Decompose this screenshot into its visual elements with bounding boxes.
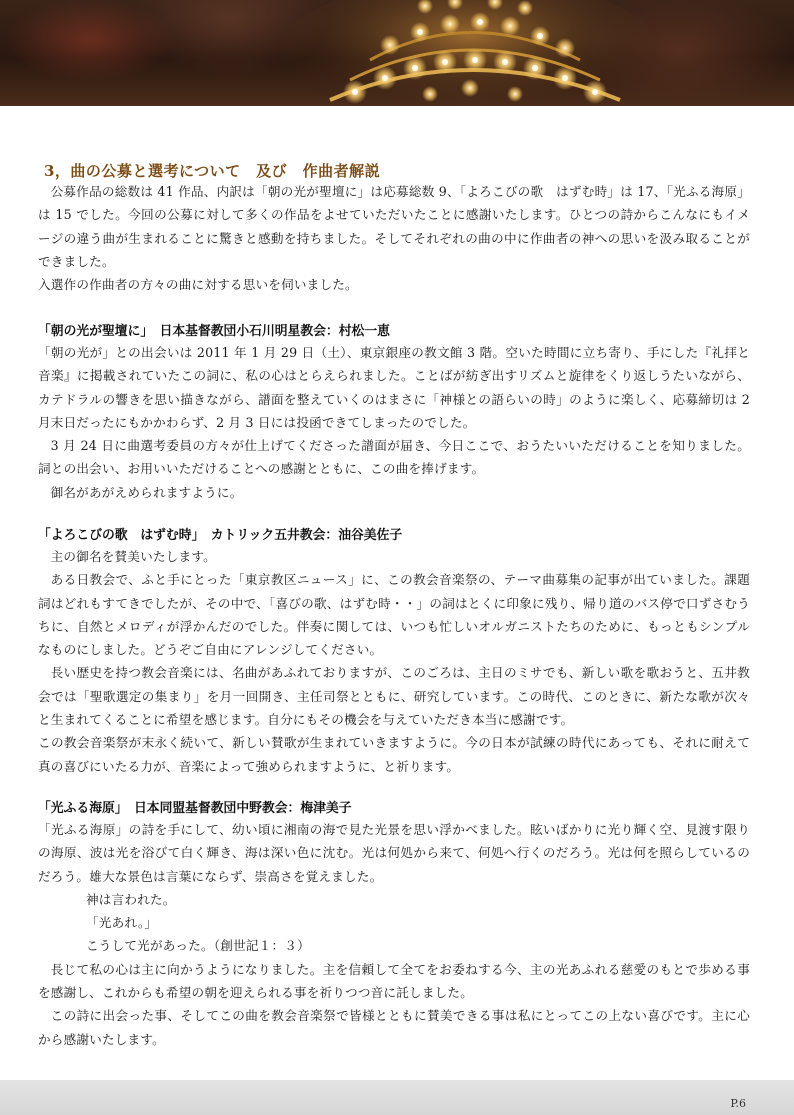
composer-paragraph: 御名があがえめられますように。 xyxy=(50,484,243,500)
composer-heading: 「よろこびの歌 はずむ時」 カトリック五井教会：油谷美佐子 xyxy=(38,528,403,543)
composer-paragraph: ある日教会で、ふと手にとった「東京教区ニュース」に、この教会音楽祭の、テーマ曲募集の記事が出ていました。課題詞はどれもすてきでしたが、その中で、「喜びの歌、はずむ時・・」の詞はとくに印象に残り、帰り道のバス停で口ずさむうちに、自然とメロディが浮かんだのでした。伴奏に関しては、いつも忙しいオルガニストたちのために、もっともシンプルなものにしました。どうぞご自由にアレンジしてください。 xyxy=(38,572,750,658)
intro-block xyxy=(38,180,750,296)
scripture-line: 「光あれ。」 xyxy=(86,915,158,931)
section-title: 3，曲の公募と選考について 及び 作曲者解説 xyxy=(44,162,381,180)
composer-block xyxy=(38,341,750,504)
header-banner-image xyxy=(0,0,794,106)
composer-block xyxy=(38,818,750,1051)
composer-paragraph: 長い歴史を持つ教会音楽には、名曲があふれておりますが、このごろは、主日のミサでも、新しい歌を歌おうと、五井教会では「聖歌選定の集まり」を月一回開き、主任司祭とともに、研究しています。この時代、このときに、新たな歌が次々と生まれてくることに希望を感じます。自分にもその機会を与えていただき本当に感謝です。 xyxy=(38,665,750,728)
composer-paragraph: 「朝の光が」との出会いは 2011 年 1 月 29 日（土）、東京銀座の教文館 3 階。空いた時間に立ち寄り、手にした『礼拝と音楽』に掲載されていたこの詞に、私の心はとらえられました。ことばが紡ぎ出すリズムと旋律をくり返しうたいながら、カテドラルの響きを思い描きながら、譜面を整えていくのはまさに「神様との語らいの時」のように楽しく、応募締切は 2 月末日だったにもかかわらず、2 月 3 日には投函できてしまったのでした。 xyxy=(38,345,750,430)
composer-heading: 「光ふる海原」 日本同盟基督教団中野教会：梅津美子 xyxy=(38,801,352,816)
composer-block xyxy=(38,545,750,778)
composer-paragraph: この教会音楽祭が末永く続いて、新しい賛歌が生まれていきますように。今の日本が試練の時代にあっても、それに耐えて真の喜びにいたる力が、音楽によって強められますように、と祈ります。 xyxy=(38,735,750,774)
composer-paragraph: この詩に出会った事、そしてこの曲を教会音楽祭で皆様とともに賛美できる事は私にとってこの上ない喜びです。主に心から感謝いたします。 xyxy=(38,1008,750,1047)
composer-heading: 「朝の光が聖壇に」 日本基督教団小石川明星教会：村松一恵 xyxy=(38,324,390,339)
composer-paragraph: 主の御名を賛美いたします。 xyxy=(50,549,216,564)
page-number: P.6 xyxy=(730,1097,746,1110)
footer-band xyxy=(0,1080,794,1115)
composer-paragraph: 長じて私の心は主に向かうようになりました。主を信頼して全てをお委ねする今、主の光あふれる慈愛のもとで歩める事を感謝し、これからも希望の朝を迎えられる事を祈りつつ音に託しました。 xyxy=(38,961,750,1001)
composer-paragraph: 「光ふる海原」の詩を手にして、幼い頃に湘南の海で見た光景を思い浮かべました。眩いばかりに光り輝く空、見渡す限りの海原、波は光を浴びて白く輝き、海は深い色に沈む。光は何処から来て、何処へ行くのだろう。光は何を照らしているのだろう。雄大な景色は言葉にならず、崇高さを覚えました。 xyxy=(38,822,750,884)
scripture-line: こうして光があった。（創世記１：３） xyxy=(86,938,310,954)
chandelier-illustration xyxy=(0,0,794,106)
intro-paragraph: 公募作品の総数は 41 作品、内訳は「朝の光が聖壇に」は応募総数 9、「よろこびの歌 はずむ時」は 17、「光ふる海原」は 15 でした。今回の公募に対して多くの作品をよせていただいたことに感謝いたします。ひとつの詩からこんなにもイメージの違う曲が生まれることに驚きと感動を持ちました。そしてそれぞれの曲の中に作曲者の神への思いを汲み取ることができました。 xyxy=(38,184,750,269)
scripture-line: 神は言われた。 xyxy=(86,891,176,907)
intro-paragraph: 入選作の作曲者の方々の曲に対する思いを伺いました。 xyxy=(38,277,358,293)
composer-paragraph: 3 月 24 日に曲選考委員の方々が仕上げてくださった譜面が届き、今日ここで、おうたいいただけることを知りました。詞との出会い、お用いいただけることへの感謝とともに、この曲を捧げます。 xyxy=(38,438,750,477)
